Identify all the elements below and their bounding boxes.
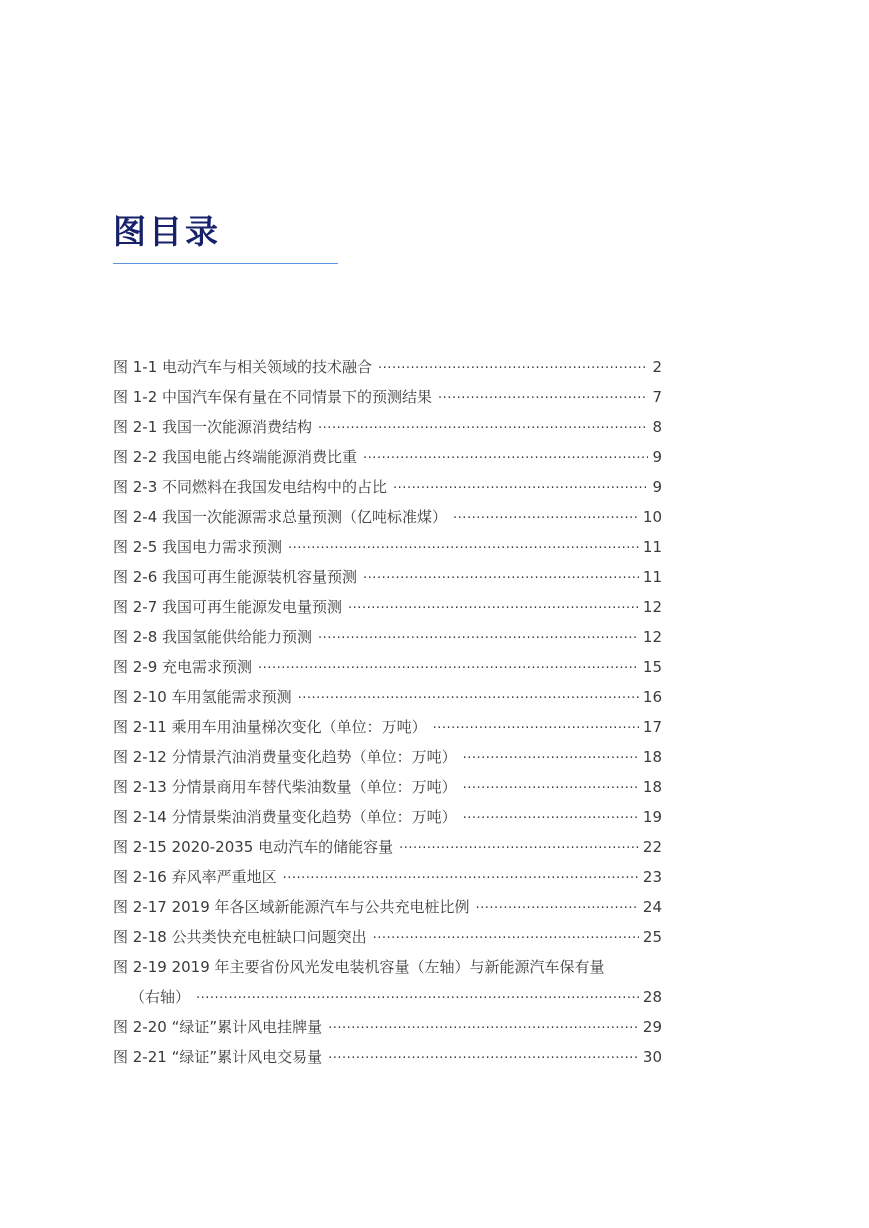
toc-entry[interactable]: [113, 862, 662, 892]
toc-page-number: 18: [642, 778, 662, 796]
toc-entry-label: 图 2-14 分情景柴油消费量变化趋势（单位：万吨）: [113, 808, 457, 826]
toc-page-number: 9: [652, 448, 662, 466]
dot-leader: [196, 984, 639, 1014]
toc-entry-label: 图 2-11 乘用车用油量梯次变化（单位：万吨）: [113, 718, 427, 736]
toc-page-number: 11: [642, 538, 662, 556]
toc-entry-label: 图 2-9 充电需求预测: [113, 658, 253, 676]
toc-page-number: 22: [642, 838, 662, 856]
toc-page-number: 25: [642, 928, 662, 946]
toc-entry[interactable]: [113, 1012, 662, 1042]
toc-entry-label: 图 1-1 电动汽车与相关领域的技术融合: [113, 358, 373, 376]
toc-entry[interactable]: [113, 472, 662, 502]
toc-entry[interactable]: [113, 922, 662, 952]
dot-leader: [463, 744, 639, 774]
toc-entry[interactable]: [113, 652, 662, 682]
dot-leader: [433, 714, 639, 744]
dot-leader: [463, 774, 639, 804]
toc-entry[interactable]: [113, 682, 662, 712]
dot-leader: [453, 504, 639, 534]
toc-page-number: 12: [642, 628, 662, 646]
toc-page-number: 18: [642, 748, 662, 766]
page-title: 图目录: [113, 212, 221, 251]
toc-entry-label: 图 2-17 2019 年各区域新能源汽车与公共充电桩比例: [113, 898, 470, 916]
toc-entry[interactable]: [113, 802, 662, 832]
toc-entry-label: 图 2-2 我国电能占终端能源消费比重: [113, 448, 358, 466]
toc-entry[interactable]: [113, 592, 662, 622]
toc-entry[interactable]: [113, 412, 662, 442]
toc-entry-label: 图 2-6 我国可再生能源装机容量预测: [113, 568, 358, 586]
toc-entry-continuation[interactable]: [113, 982, 662, 1012]
toc-entry[interactable]: [113, 352, 662, 382]
toc-page-number: 9: [652, 478, 662, 496]
toc-entry-label: 图 2-8 我国氢能供给能力预测: [113, 628, 313, 646]
toc-entry-label: 图 2-19 2019 年主要省份风光发电装机容量（左轴）与新能源汽车保有量: [113, 958, 605, 976]
toc-entry-label: 图 2-3 不同燃料在我国发电结构中的占比: [113, 478, 388, 496]
dot-leader: [476, 894, 639, 924]
toc-entry-label: 图 2-15 2020-2035 电动汽车的储能容量: [113, 838, 394, 856]
dot-leader: [258, 654, 639, 684]
dot-leader: [298, 684, 639, 714]
toc-page-number: 7: [652, 388, 662, 406]
figure-list: [113, 352, 662, 1072]
toc-entry[interactable]: [113, 562, 662, 592]
toc-entry-label: 图 2-12 分情景汽油消费量变化趋势（单位：万吨）: [113, 748, 457, 766]
dot-leader: [318, 414, 648, 444]
dot-leader: [438, 384, 648, 414]
dot-leader: [288, 534, 639, 564]
toc-page-number: 15: [642, 658, 662, 676]
dot-leader: [363, 564, 639, 594]
toc-entry-label: 图 2-18 公共类快充电桩缺口问题突出: [113, 928, 367, 946]
toc-page-number: 29: [642, 1018, 662, 1036]
toc-page-number: 10: [642, 508, 662, 526]
toc-page-number: 11: [642, 568, 662, 586]
toc-entry-label: 图 2-7 我国可再生能源发电量预测: [113, 598, 343, 616]
dot-leader: [348, 594, 639, 624]
toc-entry-label: 图 2-20 “绿证”累计风电挂牌量: [113, 1018, 323, 1036]
toc-entry-label: 图 2-1 我国一次能源消费结构: [113, 418, 313, 436]
toc-page-number: 16: [642, 688, 662, 706]
toc-page-number: 17: [642, 718, 662, 736]
dot-leader: [283, 864, 639, 894]
toc-entry-label: 图 2-5 我国电力需求预测: [113, 538, 283, 556]
toc-entry-label: 图 2-21 “绿证”累计风电交易量: [113, 1048, 323, 1066]
toc-entry[interactable]: [113, 712, 662, 742]
toc-entry[interactable]: [113, 892, 662, 922]
dot-leader: [399, 834, 639, 864]
toc-page-number: 23: [642, 868, 662, 886]
toc-page-number: 8: [652, 418, 662, 436]
toc-entry-label: 图 2-13 分情景商用车替代柴油数量（单位：万吨）: [113, 778, 457, 796]
toc-page-number: 28: [642, 988, 662, 1006]
dot-leader: [363, 444, 648, 474]
dot-leader: [328, 1014, 639, 1044]
toc-page-number: 2: [652, 358, 662, 376]
toc-entry[interactable]: [113, 1042, 662, 1072]
toc-page-number: 24: [642, 898, 662, 916]
dot-leader: [463, 804, 639, 834]
dot-leader: [318, 624, 639, 654]
toc-entry-label: 图 2-4 我国一次能源需求总量预测（亿吨标准煤）: [113, 508, 448, 526]
toc-entry[interactable]: [113, 532, 662, 562]
dot-leader: [373, 924, 639, 954]
toc-entry[interactable]: [113, 382, 662, 412]
toc-entry[interactable]: [113, 622, 662, 652]
toc-entry-label: 图 2-10 车用氢能需求预测: [113, 688, 292, 706]
toc-page-number: 12: [642, 598, 662, 616]
toc-page-number: 30: [642, 1048, 662, 1066]
toc-entry-label: 图 2-16 弃风率严重地区: [113, 868, 277, 886]
toc-entry[interactable]: [113, 832, 662, 862]
toc-entry-label: （右轴）: [130, 988, 191, 1006]
toc-page-number: 19: [642, 808, 662, 826]
toc-entry[interactable]: [113, 772, 662, 802]
toc-entry[interactable]: [113, 442, 662, 472]
toc-entry[interactable]: [113, 952, 662, 982]
toc-entry[interactable]: [113, 502, 662, 532]
dot-leader: [393, 474, 648, 504]
dot-leader: [328, 1044, 639, 1074]
toc-entry-label: 图 1-2 中国汽车保有量在不同情景下的预测结果: [113, 388, 433, 406]
title-underline: [113, 263, 338, 264]
toc-entry[interactable]: [113, 742, 662, 772]
dot-leader: [378, 354, 648, 384]
